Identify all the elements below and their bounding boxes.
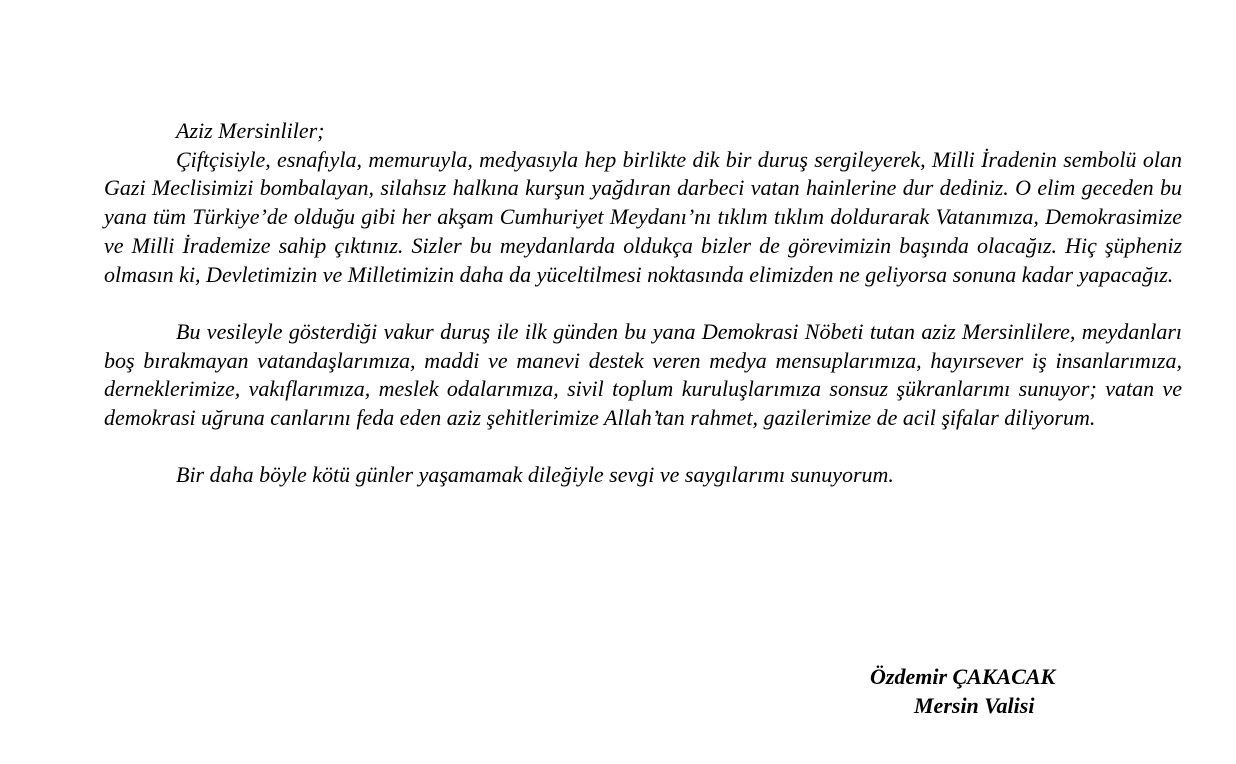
signer-name: Özdemir ÇAKACAK [870, 664, 1056, 689]
letter-body [104, 117, 1182, 490]
signer-title: Mersin Valisi [914, 693, 1035, 718]
paragraph-spacer [104, 433, 1182, 462]
paragraph-3: Bir daha böyle kötü günler yaşamamak dileğiyle sevgi ve saygılarımı sunuyorum. [176, 462, 894, 488]
paragraph-1: Çiftçisiyle, esnafıyla, memuruyla, medyasıyla hep birlikte dik bir duruş sergileyerek, Milli İradenin sembolü olan Gazi Meclisimizi bombalayan, silahsız halkına kurşun yağdıran darbeci vatan hainlerine dur dediniz. O elim geceden bu yana tüm Türkiye’de olduğu gibi her akşam Cumhuriyet Meydanı’nı tıklım tıklım doldurarak Vatanımıza, Demokrasimize ve Milli İrademize sahip çıktınız. Sizler bu meydanlarda oldukça bizler de görevimizin başında olacağız. Hiç şüpheniz olmasın ki, Devletimizin ve Milletimizin daha da yüceltilmesi noktasında elimizden ne geliyorsa sonuna kadar yapacağız. [104, 146, 1182, 287]
signature-block [870, 662, 1090, 720]
paragraph-spacer [104, 289, 1182, 318]
salutation: Aziz Mersinliler; [176, 118, 325, 143]
paragraph-2: Bu vesileyle gösterdiği vakur duruş ile ilk günden bu yana Demokrasi Nöbeti tutan aziz Mersinlilere, meydanları boş bırakmayan vatandaşlarımıza, maddi ve manevi destek veren medya mensuplarımıza, hayırsever iş insanlarımıza, derneklerimize, vakıflarımıza, meslek odalarımıza, sivil toplum kuruluşlarımıza sonsuz şükranlarımı sunuyor; vatan ve demokrasi uğruna canlarını feda eden aziz şehitlerimize Allah’tan rahmet, gazilerimize de acil şifalar diliyorum. [104, 318, 1182, 431]
